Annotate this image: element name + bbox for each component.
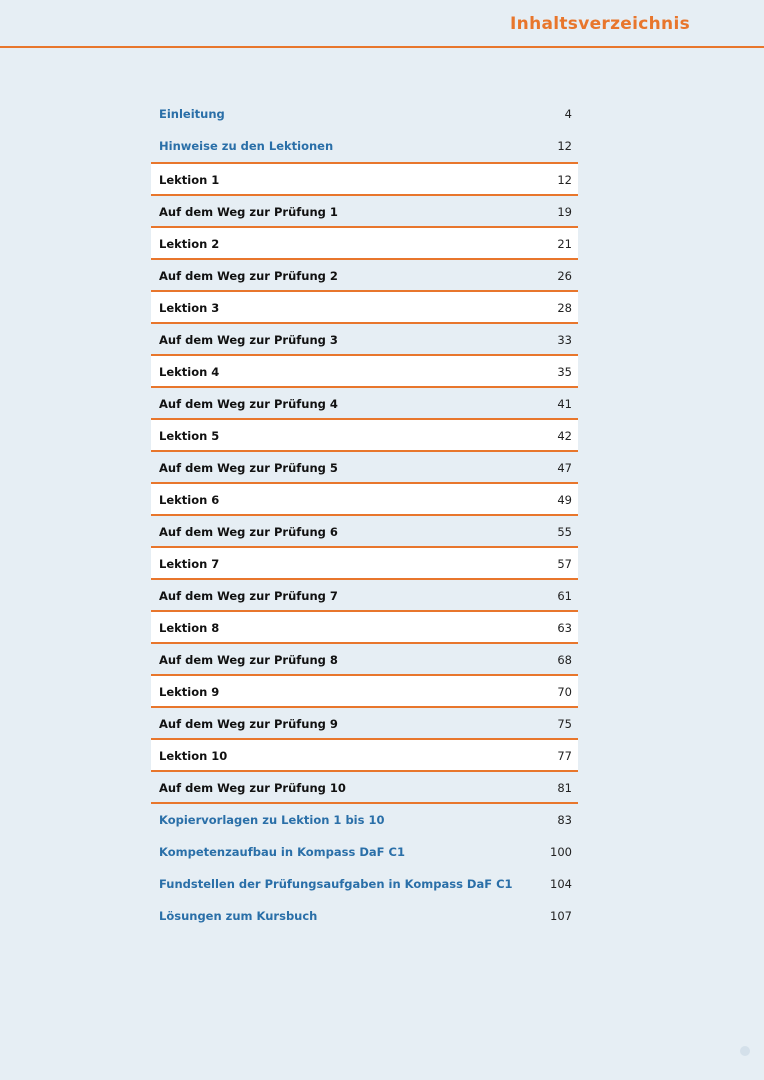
toc-entry-page-number: 19 [557,205,572,219]
toc-entry-page-number: 33 [557,333,572,347]
toc-entry-page-number: 41 [557,397,572,411]
toc-entry[interactable] [151,420,578,452]
toc-entry-label: Lektion 1 [159,173,220,187]
toc-entry-page-number: 81 [557,781,572,795]
toc-entry-page-number: 28 [557,301,572,315]
toc-entry-label: Einleitung [159,107,225,121]
toc-entry-label: Auf dem Weg zur Prüfung 3 [159,333,338,347]
toc-entry-label: Lektion 9 [159,685,220,699]
toc-entry[interactable] [151,228,578,260]
toc-entry-page-number: 57 [557,557,572,571]
toc-entry-page-number: 68 [557,653,572,667]
toc-entry-page-number: 83 [557,813,572,827]
toc-entry-label: Lektion 6 [159,493,220,507]
toc-entry[interactable] [151,772,578,804]
toc-entry-label: Auf dem Weg zur Prüfung 7 [159,589,338,603]
toc-entry[interactable] [151,548,578,580]
toc-entry[interactable] [151,130,578,162]
toc-entry-label: Lektion 7 [159,557,220,571]
toc-entry-label: Kopiervorlagen zu Lektion 1 bis 10 [159,813,385,827]
toc-entry-page-number: 42 [557,429,572,443]
toc-entry-page-number: 4 [564,107,572,121]
toc-entry-label: Lösungen zum Kursbuch [159,909,318,923]
toc-entry[interactable] [151,804,578,836]
page-corner-mark [740,1046,750,1056]
toc-entry[interactable] [151,98,578,130]
toc-entry-label: Lektion 3 [159,301,220,315]
toc-entry-label: Hinweise zu den Lektionen [159,139,334,153]
toc-entry-label: Lektion 5 [159,429,220,443]
toc-entry[interactable] [151,162,578,196]
toc-entry[interactable] [151,452,578,484]
toc-entry[interactable] [151,836,578,868]
page-header [0,0,764,48]
toc-entry-label: Auf dem Weg zur Prüfung 8 [159,653,338,667]
toc-entry-page-number: 26 [557,269,572,283]
toc-entry[interactable] [151,580,578,612]
toc-entry-page-number: 70 [557,685,572,699]
toc-entry-label: Auf dem Weg zur Prüfung 6 [159,525,338,539]
toc-entry-page-number: 49 [557,493,572,507]
toc-entry[interactable] [151,868,578,900]
toc-entry-label: Lektion 4 [159,365,220,379]
toc-entry[interactable] [151,900,578,932]
toc-entry-page-number: 107 [550,909,572,923]
toc-entry[interactable] [151,676,578,708]
toc-entry-label: Lektion 2 [159,237,220,251]
toc-entry[interactable] [151,196,578,228]
toc-entry-page-number: 61 [557,589,572,603]
toc-entry-label: Auf dem Weg zur Prüfung 4 [159,397,338,411]
toc-entry-page-number: 100 [550,845,572,859]
toc-entry[interactable] [151,324,578,356]
toc-entry-label: Fundstellen der Prüfungsaufgaben in Kompass DaF C1 [159,877,513,891]
toc-entry-page-number: 12 [557,139,572,153]
toc-entry[interactable] [151,644,578,676]
toc-entry-label: Kompetenzaufbau in Kompass DaF C1 [159,845,405,859]
toc-entry[interactable] [151,612,578,644]
toc-entry[interactable] [151,484,578,516]
table-of-contents [151,98,578,932]
toc-entry-page-number: 75 [557,717,572,731]
toc-entry-page-number: 12 [557,173,572,187]
toc-entry-page-number: 77 [557,749,572,763]
toc-entry[interactable] [151,356,578,388]
toc-entry-label: Lektion 8 [159,621,220,635]
toc-entry-label: Auf dem Weg zur Prüfung 2 [159,269,338,283]
toc-entry-label: Auf dem Weg zur Prüfung 9 [159,717,338,731]
toc-entry-page-number: 21 [557,237,572,251]
toc-entry[interactable] [151,388,578,420]
toc-entry-page-number: 47 [557,461,572,475]
toc-entry[interactable] [151,260,578,292]
toc-entry-label: Auf dem Weg zur Prüfung 1 [159,205,338,219]
toc-entry[interactable] [151,292,578,324]
toc-entry-page-number: 63 [557,621,572,635]
toc-entry[interactable] [151,708,578,740]
toc-entry-label: Auf dem Weg zur Prüfung 5 [159,461,338,475]
toc-entry-page-number: 104 [550,877,572,891]
toc-entry-label: Lektion 10 [159,749,228,763]
toc-entry[interactable] [151,740,578,772]
toc-entry[interactable] [151,516,578,548]
toc-entry-label: Auf dem Weg zur Prüfung 10 [159,781,346,795]
toc-entry-page-number: 35 [557,365,572,379]
page-title: Inhaltsverzeichnis [510,14,690,34]
toc-entry-page-number: 55 [557,525,572,539]
